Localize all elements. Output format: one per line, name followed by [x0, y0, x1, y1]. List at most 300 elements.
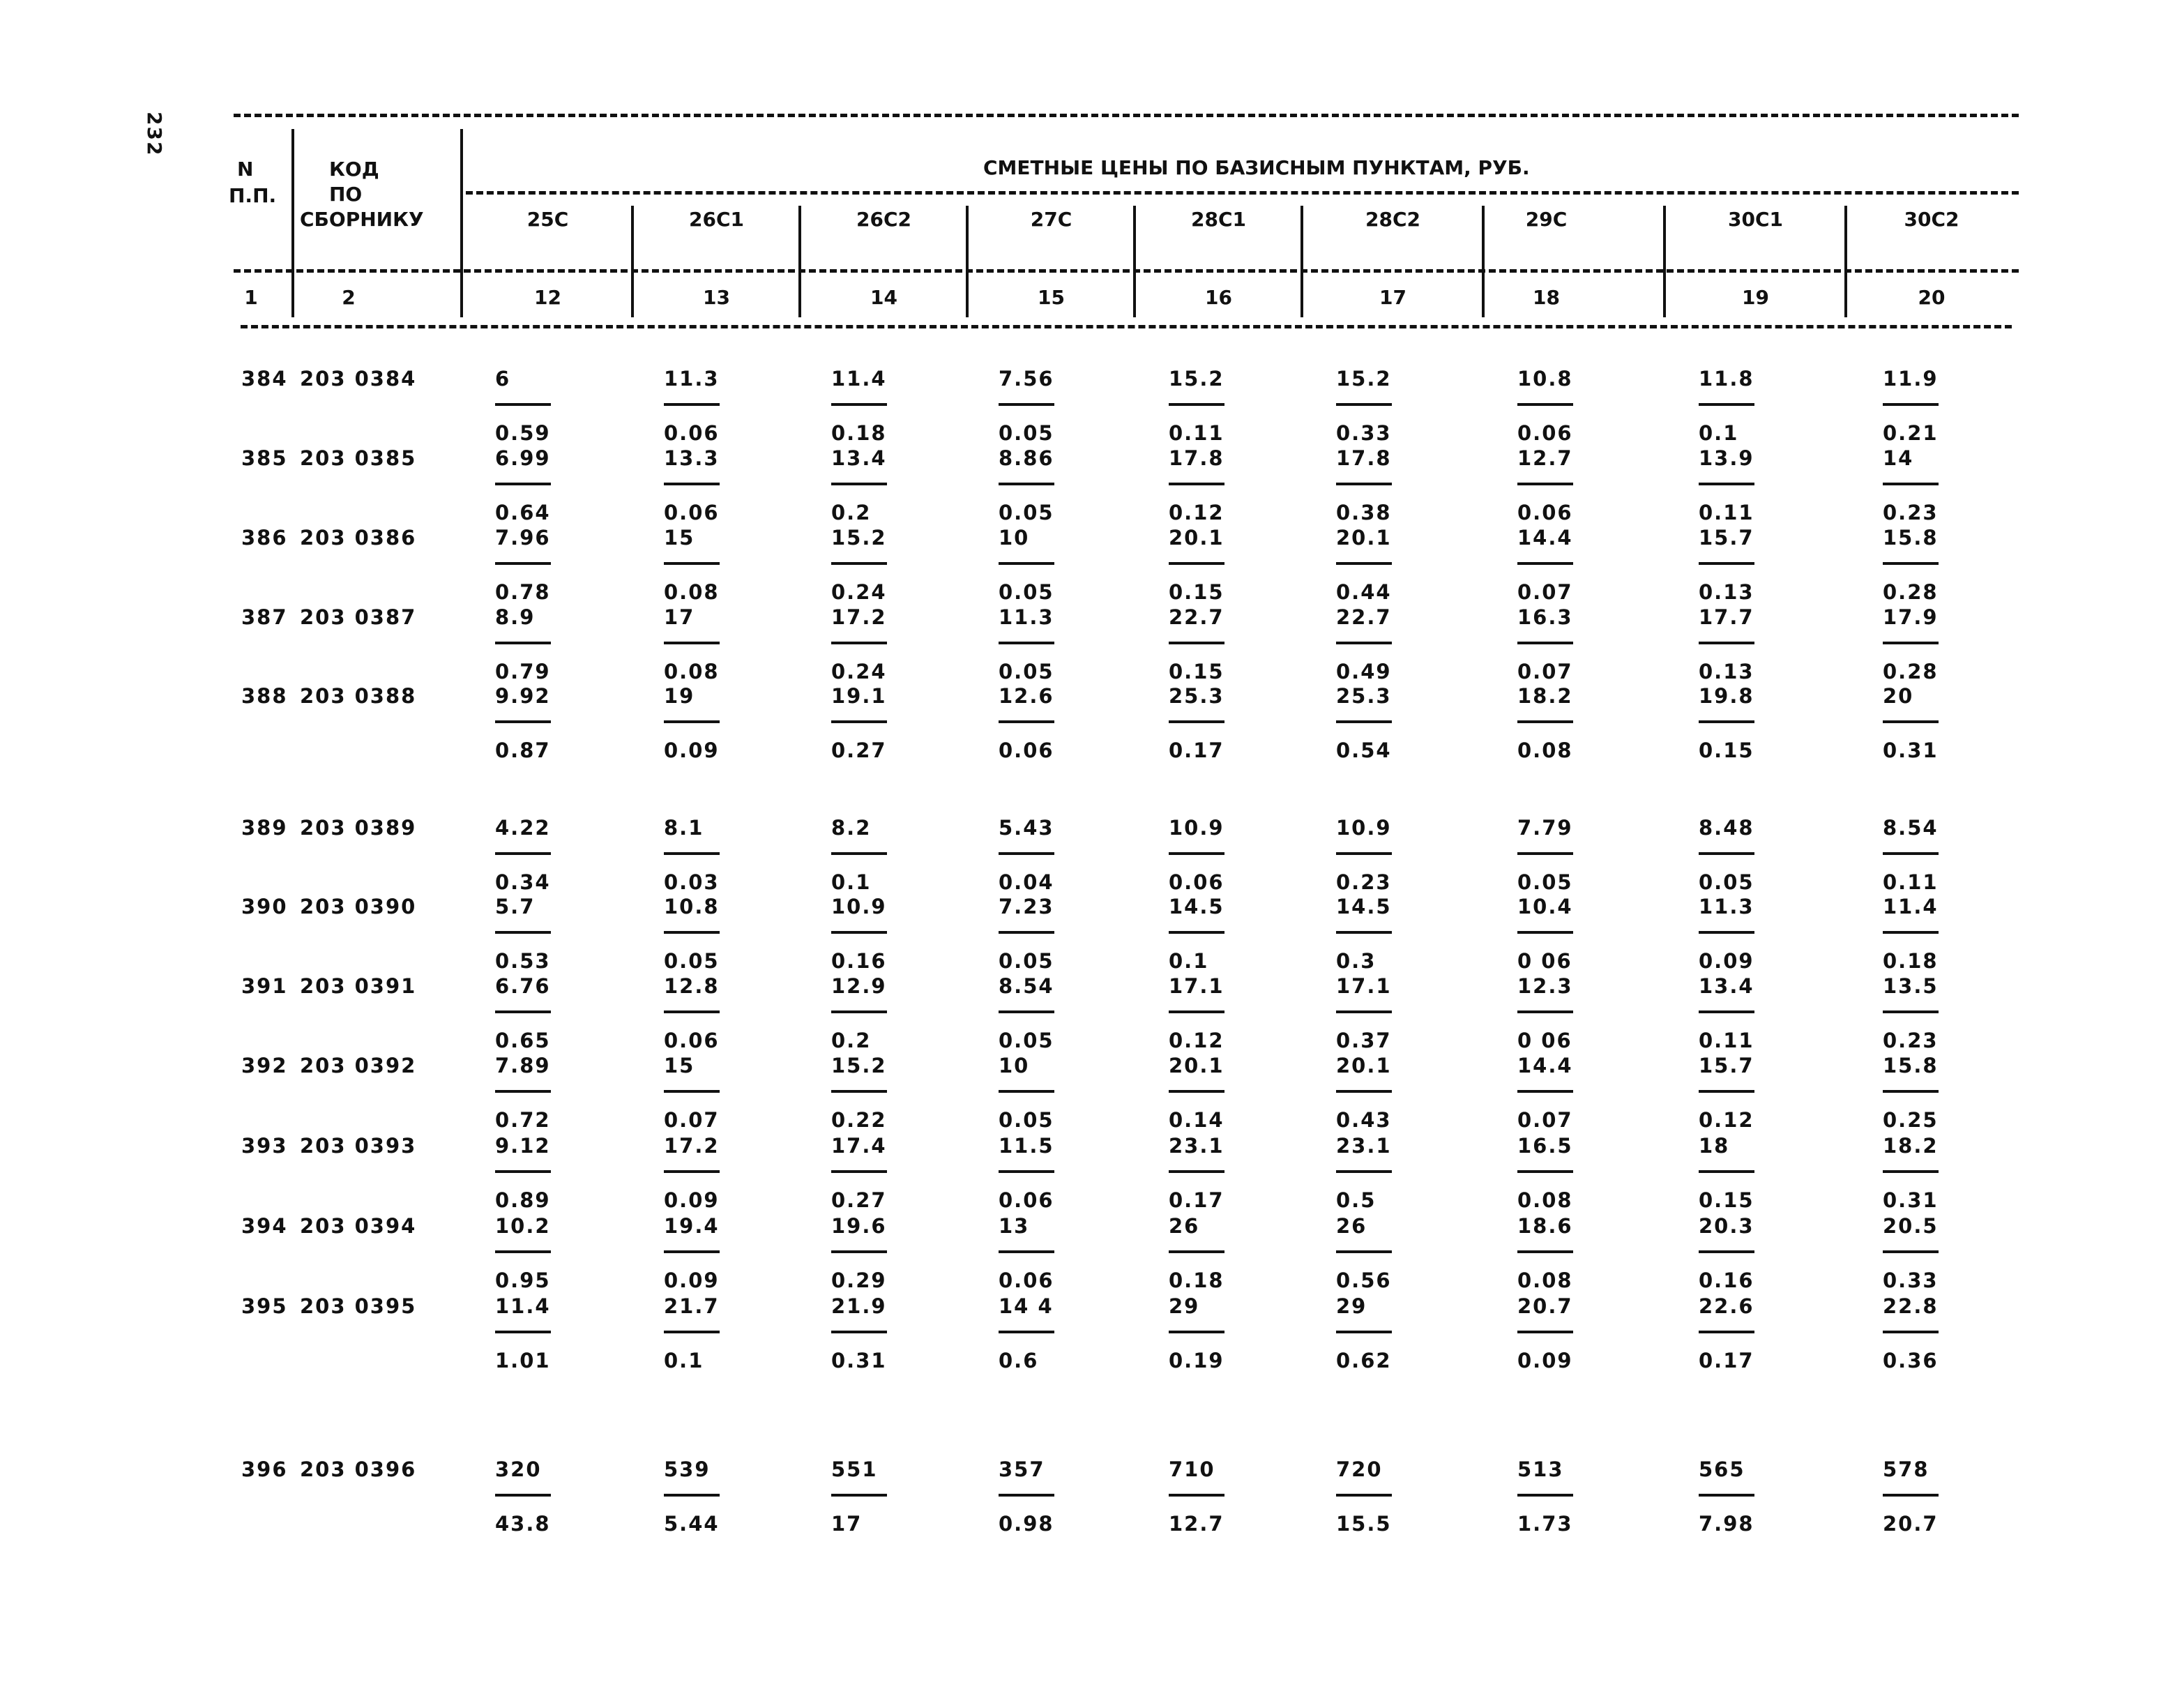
price-value-bottom: 0.23: [1883, 1029, 1939, 1052]
header-col-28c1: 28С1: [1191, 208, 1246, 231]
fraction-line: [1169, 562, 1224, 565]
fraction-line: [1883, 1331, 1939, 1333]
price-value-top: 17.2: [664, 1134, 720, 1158]
price-value-top: 29: [1336, 1294, 1367, 1318]
price-value-bottom: 0.05: [999, 501, 1054, 524]
price-value-bottom: 0.34: [495, 870, 551, 894]
fraction-line: [1336, 403, 1392, 406]
header-col-26c2: 26С2: [856, 208, 911, 231]
fraction-line: [1517, 1250, 1573, 1253]
price-value-top: 8.1: [664, 816, 704, 840]
price-value-bottom: 0.98: [999, 1512, 1054, 1536]
fraction-line: [1699, 1170, 1754, 1173]
price-value-bottom: 0 06: [1517, 949, 1572, 973]
fraction-line: [664, 642, 720, 644]
price-value-bottom: 0.54: [1336, 739, 1392, 762]
fraction-line: [999, 1331, 1054, 1333]
price-value-bottom: 0.05: [999, 949, 1054, 973]
row-number: 384: [241, 367, 288, 391]
fraction-line: [1169, 931, 1224, 934]
col-sep-15: [1133, 206, 1136, 317]
price-value-top: 7.89: [495, 1054, 551, 1077]
fraction-line: [1883, 852, 1939, 855]
price-value-bottom: 0.22: [831, 1108, 887, 1132]
price-value-bottom: 0.19: [1169, 1349, 1224, 1372]
price-value-bottom: 0.1: [664, 1349, 704, 1372]
row-number: 390: [241, 895, 288, 918]
fraction-line: [495, 403, 551, 406]
fraction-line: [1169, 1090, 1224, 1093]
fraction-line: [1883, 403, 1939, 406]
price-value-top: 9.12: [495, 1134, 551, 1158]
price-value-bottom: 7.98: [1699, 1512, 1754, 1536]
fraction-line: [1883, 642, 1939, 644]
price-value-top: 7.96: [495, 526, 551, 550]
fraction-line: [1883, 1494, 1939, 1497]
price-value-bottom: 0.28: [1883, 660, 1939, 683]
price-value-top: 22.6: [1699, 1294, 1754, 1318]
price-value-bottom: 0.49: [1336, 660, 1392, 683]
fraction-line: [999, 1090, 1054, 1093]
price-value-top: 10.9: [831, 895, 887, 918]
price-value-top: 19.8: [1699, 684, 1754, 708]
price-value-bottom: 0.18: [831, 421, 887, 445]
row-number: 392: [241, 1054, 288, 1077]
price-value-top: 21.7: [664, 1294, 720, 1318]
fraction-line: [1517, 1010, 1573, 1013]
price-value-bottom: 0.13: [1699, 580, 1754, 604]
row-code: 203 0384: [300, 367, 417, 391]
price-value-top: 5.43: [999, 816, 1054, 840]
price-value-bottom: 0.23: [1336, 870, 1392, 894]
price-value-top: 14.5: [1169, 895, 1224, 918]
fraction-line: [1169, 720, 1224, 723]
fraction-line: [1699, 720, 1754, 723]
fraction-line: [1336, 1170, 1392, 1173]
fraction-line: [1336, 931, 1392, 934]
fraction-line: [1883, 483, 1939, 485]
fraction-line: [1336, 483, 1392, 485]
price-value-top: 11.8: [1699, 367, 1754, 391]
price-value-bottom: 0.08: [664, 660, 720, 683]
fraction-line: [831, 852, 887, 855]
price-value-top: 23.1: [1336, 1134, 1392, 1158]
price-value-top: 6.76: [495, 974, 551, 998]
fraction-line: [1699, 852, 1754, 855]
price-value-bottom: 0.05: [664, 949, 720, 973]
price-value-top: 17.8: [1169, 446, 1224, 470]
price-value-top: 8.48: [1699, 816, 1754, 840]
fraction-line: [831, 1170, 887, 1173]
price-value-top: 17: [664, 605, 695, 629]
price-value-bottom: 0.08: [1517, 739, 1573, 762]
price-value-bottom: 0.31: [1883, 739, 1939, 762]
fraction-line: [1336, 562, 1392, 565]
price-value-top: 16.5: [1517, 1134, 1573, 1158]
price-value-bottom: 0.18: [1883, 949, 1939, 973]
header-col-30c1: 30С1: [1728, 208, 1783, 231]
fraction-line: [1169, 642, 1224, 644]
price-value-top: 320: [495, 1458, 542, 1481]
price-value-top: 14.5: [1336, 895, 1392, 918]
fraction-line: [664, 931, 720, 934]
price-value-top: 20.3: [1699, 1214, 1754, 1238]
fraction-line: [1699, 483, 1754, 485]
price-value-bottom: 17: [831, 1512, 863, 1536]
price-value-top: 10.8: [664, 895, 720, 918]
colnum-13: 13: [703, 286, 730, 309]
price-value-bottom: 0.43: [1336, 1108, 1392, 1132]
fraction-line: [999, 1010, 1054, 1013]
price-value-top: 8.86: [999, 446, 1054, 470]
fraction-line: [831, 403, 887, 406]
price-value-bottom: 0.2: [831, 501, 872, 524]
price-value-bottom: 0.09: [664, 1188, 720, 1212]
col-sep-16: [1300, 206, 1303, 317]
row-number: 387: [241, 605, 288, 629]
price-value-bottom: 0.78: [495, 580, 551, 604]
fraction-line: [1336, 1010, 1392, 1013]
price-value-bottom: 0.05: [1699, 870, 1754, 894]
price-value-top: 11.3: [664, 367, 720, 391]
price-value-top: 19.6: [831, 1214, 887, 1238]
price-value-top: 14.4: [1517, 526, 1573, 550]
row-code: 203 0389: [300, 816, 417, 840]
price-value-bottom: 0.15: [1699, 1188, 1754, 1212]
price-value-bottom: 0.72: [495, 1108, 551, 1132]
price-value-top: 18.2: [1517, 684, 1573, 708]
fraction-line: [831, 1331, 887, 1333]
price-value-top: 20.1: [1336, 1054, 1392, 1077]
fraction-line: [1699, 403, 1754, 406]
price-value-bottom: 0.79: [495, 660, 551, 683]
row-number: 389: [241, 816, 288, 840]
fraction-line: [999, 1494, 1054, 1497]
price-value-top: 25.3: [1169, 684, 1224, 708]
price-value-top: 11.4: [495, 1294, 551, 1318]
price-value-top: 10: [999, 1054, 1030, 1077]
price-value-top: 20.7: [1517, 1294, 1573, 1318]
fraction-line: [664, 1090, 720, 1093]
price-value-bottom: 0.28: [1883, 580, 1939, 604]
price-value-bottom: 0.1: [1699, 421, 1739, 445]
price-value-top: 15: [664, 1054, 695, 1077]
price-value-top: 14 4: [999, 1294, 1054, 1318]
fraction-line: [1517, 852, 1573, 855]
price-value-top: 720: [1336, 1458, 1383, 1481]
price-value-top: 8.9: [495, 605, 536, 629]
price-value-bottom: 0.23: [1883, 501, 1939, 524]
price-value-bottom: 0.64: [495, 501, 551, 524]
fraction-line: [1336, 1331, 1392, 1333]
price-value-bottom: 0.08: [664, 580, 720, 604]
fraction-line: [1336, 1494, 1392, 1497]
price-value-bottom: 0.06: [1517, 501, 1573, 524]
price-value-bottom: 0.11: [1883, 870, 1939, 894]
fraction-line: [1336, 1250, 1392, 1253]
colnum-12: 12: [534, 286, 561, 309]
price-value-top: 19: [664, 684, 695, 708]
fraction-line: [1169, 852, 1224, 855]
price-value-bottom: 0.03: [664, 870, 720, 894]
row-code: 203 0394: [300, 1214, 417, 1238]
price-value-bottom: 0.06: [1169, 870, 1224, 894]
fraction-line: [1517, 562, 1573, 565]
price-value-bottom: 0.09: [1699, 949, 1754, 973]
price-value-bottom: 0.95: [495, 1269, 551, 1292]
price-value-bottom: 0.11: [1699, 1029, 1754, 1052]
price-value-bottom: 0.06: [999, 1269, 1054, 1292]
page-number: 232: [143, 112, 166, 157]
price-value-top: 10.9: [1336, 816, 1392, 840]
price-value-bottom: 0.33: [1883, 1269, 1939, 1292]
fraction-line: [1517, 1331, 1573, 1333]
price-value-top: 10.9: [1169, 816, 1224, 840]
price-value-top: 13.4: [1699, 974, 1754, 998]
fraction-line: [495, 1250, 551, 1253]
colnum-1: 1: [244, 286, 258, 309]
price-value-top: 14: [1883, 446, 1914, 470]
price-value-bottom: 0.31: [1883, 1188, 1939, 1212]
fraction-line: [495, 1331, 551, 1333]
fraction-line: [1517, 1090, 1573, 1093]
fraction-line: [831, 1090, 887, 1093]
fraction-line: [1517, 1170, 1573, 1173]
fraction-line: [495, 1010, 551, 1013]
price-value-top: 15.8: [1883, 526, 1939, 550]
price-value-top: 29: [1169, 1294, 1200, 1318]
fraction-line: [664, 852, 720, 855]
fraction-line: [831, 1494, 887, 1497]
fraction-line: [831, 1010, 887, 1013]
price-value-bottom: 0.05: [999, 1029, 1054, 1052]
fraction-line: [999, 720, 1054, 723]
price-value-top: 8.54: [1883, 816, 1939, 840]
price-value-top: 15.2: [831, 526, 887, 550]
fraction-line: [495, 1170, 551, 1173]
price-value-bottom: 0.33: [1336, 421, 1392, 445]
price-value-bottom: 0.1: [1169, 949, 1209, 973]
price-value-bottom: 0.6: [999, 1349, 1039, 1372]
price-value-top: 15.7: [1699, 1054, 1754, 1077]
price-value-bottom: 0.3: [1336, 949, 1377, 973]
price-value-top: 10.8: [1517, 367, 1573, 391]
price-value-top: 11.4: [1883, 895, 1939, 918]
price-value-top: 15.8: [1883, 1054, 1939, 1077]
colnum-2: 2: [342, 286, 356, 309]
fraction-line: [495, 720, 551, 723]
price-value-bottom: 20.7: [1883, 1512, 1939, 1536]
price-value-top: 5.7: [495, 895, 536, 918]
price-value-top: 20.1: [1336, 526, 1392, 550]
price-value-top: 13: [999, 1214, 1030, 1238]
price-value-bottom: 0.05: [999, 421, 1054, 445]
price-value-bottom: 1.73: [1517, 1512, 1573, 1536]
row-code: 203 0391: [300, 974, 417, 998]
price-value-top: 20.1: [1169, 1054, 1224, 1077]
price-value-top: 12.6: [999, 684, 1054, 708]
fraction-line: [495, 642, 551, 644]
price-value-top: 565: [1699, 1458, 1745, 1481]
price-value-top: 15.2: [1169, 367, 1224, 391]
fraction-line: [664, 562, 720, 565]
price-value-top: 11.9: [1883, 367, 1939, 391]
row-number: 393: [241, 1134, 288, 1158]
fraction-line: [1699, 931, 1754, 934]
fraction-line: [664, 1170, 720, 1173]
fraction-line: [831, 931, 887, 934]
price-value-top: 357: [999, 1458, 1045, 1481]
price-value-bottom: 0.07: [1517, 580, 1573, 604]
price-value-top: 20: [1883, 684, 1914, 708]
fraction-line: [1336, 1090, 1392, 1093]
fraction-line: [664, 1010, 720, 1013]
price-value-bottom: 0.2: [831, 1029, 872, 1052]
price-value-bottom: 0.17: [1699, 1349, 1754, 1372]
price-value-top: 7.56: [999, 367, 1054, 391]
fraction-line: [999, 562, 1054, 565]
fraction-line: [1699, 1331, 1754, 1333]
price-value-bottom: 0.89: [495, 1188, 551, 1212]
price-value-top: 10: [999, 526, 1030, 550]
price-value-top: 7.23: [999, 895, 1054, 918]
fraction-line: [664, 403, 720, 406]
price-value-bottom: 0.15: [1169, 660, 1224, 683]
price-value-bottom: 0.04: [999, 870, 1054, 894]
price-value-bottom: 0.44: [1336, 580, 1392, 604]
price-value-top: 26: [1336, 1214, 1367, 1238]
price-value-bottom: 0.11: [1169, 421, 1224, 445]
fraction-line: [1883, 562, 1939, 565]
row-number: 386: [241, 526, 288, 550]
fraction-line: [1169, 483, 1224, 485]
price-value-top: 15.2: [1336, 367, 1392, 391]
price-value-bottom: 0.53: [495, 949, 551, 973]
price-value-bottom: 0.12: [1699, 1108, 1754, 1132]
price-value-bottom: 0.06: [1517, 421, 1573, 445]
fraction-line: [495, 931, 551, 934]
price-value-bottom: 0.07: [664, 1108, 720, 1132]
price-value-bottom: 0.06: [999, 739, 1054, 762]
price-value-bottom: 0.16: [1699, 1269, 1754, 1292]
price-value-top: 18.6: [1517, 1214, 1573, 1238]
header-top-rule: [234, 114, 2019, 117]
price-value-bottom: 0.5: [1336, 1188, 1377, 1212]
price-value-top: 15.2: [831, 1054, 887, 1077]
price-value-top: 12.7: [1517, 446, 1573, 470]
price-value-bottom: 0.13: [1699, 660, 1754, 683]
fraction-line: [664, 1494, 720, 1497]
price-value-top: 17.2: [831, 605, 887, 629]
fraction-line: [1699, 562, 1754, 565]
price-value-bottom: 5.44: [664, 1512, 720, 1536]
price-value-bottom: 0.18: [1169, 1269, 1224, 1292]
price-value-bottom: 0.09: [1517, 1349, 1573, 1372]
price-value-bottom: 0.12: [1169, 501, 1224, 524]
fraction-line: [664, 1331, 720, 1333]
price-value-bottom: 0.1: [831, 870, 872, 894]
colnum-16: 16: [1205, 286, 1232, 309]
price-value-bottom: 0.05: [1517, 870, 1573, 894]
price-value-top: 12.9: [831, 974, 887, 998]
price-value-top: 23.1: [1169, 1134, 1224, 1158]
price-value-bottom: 0.15: [1699, 739, 1754, 762]
price-value-bottom: 0.65: [495, 1029, 551, 1052]
price-value-bottom: 0.05: [999, 580, 1054, 604]
header-col-27c: 27С: [1030, 208, 1072, 231]
fraction-line: [831, 720, 887, 723]
fraction-line: [1169, 1494, 1224, 1497]
price-value-top: 25.3: [1336, 684, 1392, 708]
price-value-bottom: 0.06: [664, 1029, 720, 1052]
fraction-line: [999, 931, 1054, 934]
fraction-line: [1699, 1090, 1754, 1093]
fraction-line: [1699, 642, 1754, 644]
price-value-top: 15: [664, 526, 695, 550]
row-code: 203 0385: [300, 446, 417, 470]
price-value-bottom: 0.17: [1169, 739, 1224, 762]
price-value-top: 16.3: [1517, 605, 1573, 629]
price-value-top: 26: [1169, 1214, 1200, 1238]
header-np-line1: N: [237, 158, 254, 181]
colnum-15: 15: [1038, 286, 1065, 309]
fraction-line: [1517, 931, 1573, 934]
price-value-top: 17.9: [1883, 605, 1939, 629]
fraction-line: [495, 483, 551, 485]
price-value-bottom: 0.24: [831, 660, 887, 683]
price-value-bottom: 0.07: [1517, 660, 1573, 683]
price-value-bottom: 0.05: [999, 1108, 1054, 1132]
price-value-top: 513: [1517, 1458, 1564, 1481]
price-value-top: 11.3: [1699, 895, 1754, 918]
fraction-line: [1699, 1010, 1754, 1013]
fraction-line: [831, 562, 887, 565]
price-value-top: 22.8: [1883, 1294, 1939, 1318]
row-code: 203 0386: [300, 526, 417, 550]
header-col-29c: 29С: [1525, 208, 1568, 231]
fraction-line: [1699, 1494, 1754, 1497]
price-value-top: 13.9: [1699, 446, 1754, 470]
price-value-bottom: 0.62: [1336, 1349, 1392, 1372]
row-number: 394: [241, 1214, 288, 1238]
price-value-bottom: 0.36: [1883, 1349, 1939, 1372]
header-col-30c2: 30С2: [1904, 208, 1959, 231]
colnum-20: 20: [1918, 286, 1946, 309]
price-value-bottom: 0.08: [1517, 1269, 1573, 1292]
fraction-line: [1336, 642, 1392, 644]
price-value-bottom: 0.16: [831, 949, 887, 973]
price-value-bottom: 43.8: [495, 1512, 551, 1536]
colnum-18: 18: [1533, 286, 1560, 309]
row-number: 396: [241, 1458, 288, 1481]
col-sep-1: [291, 129, 294, 317]
price-value-bottom: 0 06: [1517, 1029, 1572, 1052]
row-code: 203 0388: [300, 684, 417, 708]
price-value-bottom: 0.59: [495, 421, 551, 445]
fraction-line: [1699, 1250, 1754, 1253]
fraction-line: [999, 403, 1054, 406]
col-sep-18: [1663, 206, 1666, 317]
row-number: 385: [241, 446, 288, 470]
price-value-bottom: 0.09: [664, 739, 720, 762]
row-code: 203 0387: [300, 605, 417, 629]
price-value-top: 6.99: [495, 446, 551, 470]
price-value-top: 19.1: [831, 684, 887, 708]
header-col-26c1: 26С1: [689, 208, 744, 231]
price-value-bottom: 0.09: [664, 1269, 720, 1292]
fraction-line: [831, 1250, 887, 1253]
col-sep-12: [631, 206, 634, 317]
